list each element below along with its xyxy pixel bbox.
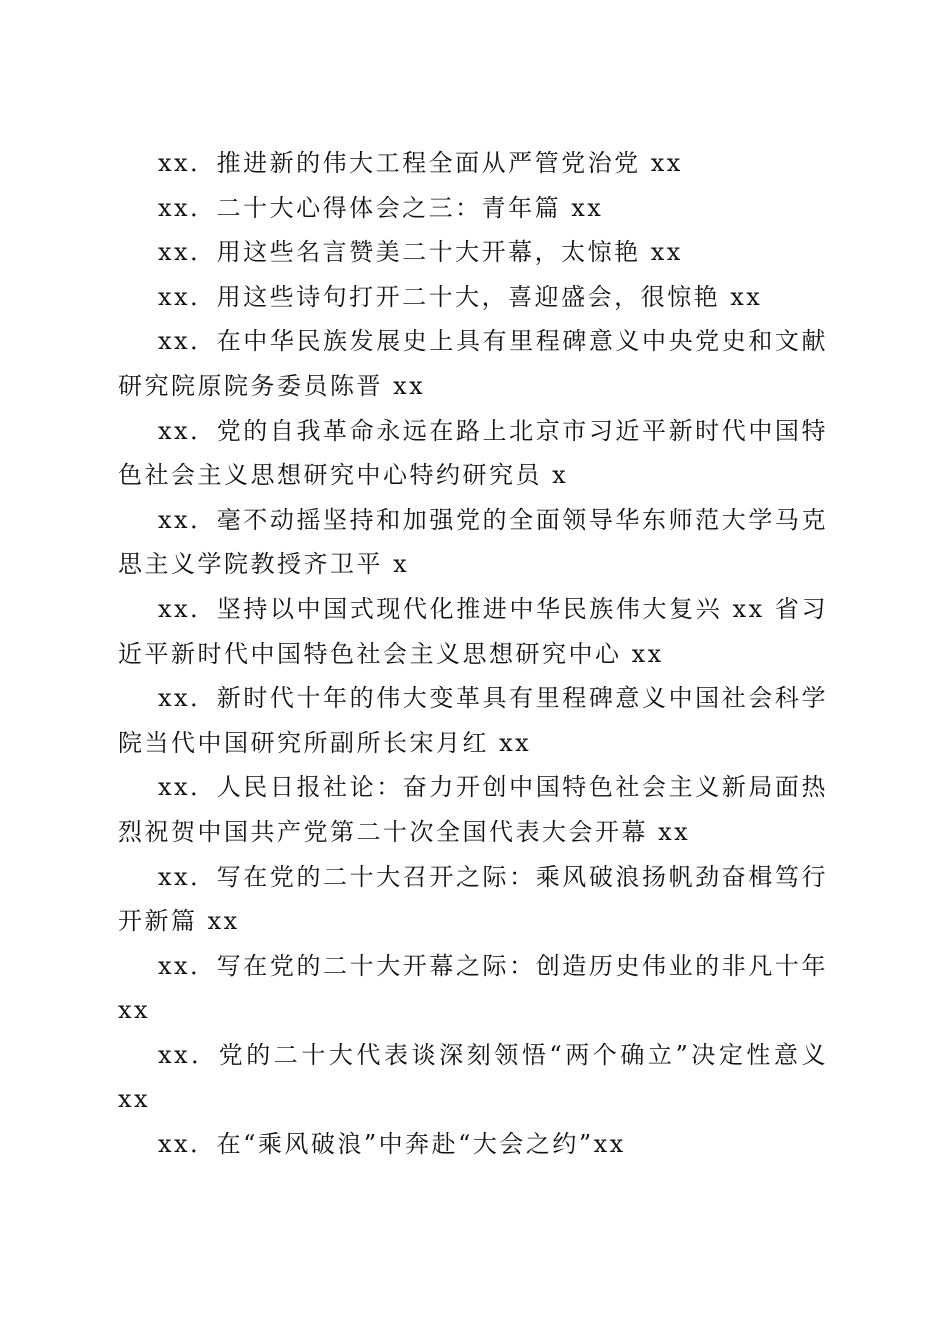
list-item: xx．二十大心得体会之三：青年篇 xx xyxy=(158,193,604,222)
list-item: xx．新时代十年的伟大变革具有里程碑意义中国社会科学院当代中国研究所副所长宋月红 xx xyxy=(118,684,828,757)
list-item: xx．坚持以中国式现代化推进中华民族伟大复兴 xx 省习近平新时代中国特色社会主义思想研究中心 xx xyxy=(118,594,828,668)
list-item: xx．写在党的二十大开幕之际：创造历史伟业的非凡十年 xx xyxy=(118,951,828,1025)
list-item: xx．党的二十大代表谈深刻领悟“两个确立”决定性意义 xx xyxy=(118,1040,828,1114)
list-item: xx．推进新的伟大工程全面从严管党治党 xx xyxy=(158,149,683,177)
entry-list xyxy=(118,141,828,1167)
list-item: xx．写在党的二十大召开之际：乘风破浪扬帆劲奋楫笃行开新篇 xx xyxy=(118,862,828,936)
list-item: xx．用这些诗句打开二十大，喜迎盛会，很惊艳 xx xyxy=(158,282,763,311)
list-item: xx．在中华民族发展史上具有里程碑意义中央党史和文献研究院原院务委员陈晋 xx xyxy=(118,327,828,400)
list-item: xx．党的自我革命永远在路上北京市习近平新时代中国特色社会主义思想研究中心特约研究员 x xyxy=(118,416,828,490)
list-item: xx．用这些名言赞美二十大开幕，太惊艳 xx xyxy=(158,238,683,267)
list-item: xx．人民日报社论：奋力开创中国特色社会主义新局面热烈祝贺中国共产党第二十次全国代表大会开幕 xx xyxy=(118,773,828,846)
list-item: xx．在“乘风破浪”中奔赴“大会之约”xx xyxy=(158,1130,626,1159)
list-item: xx．毫不动摇坚持和加强党的全面领导华东师范大学马克思主义学院教授齐卫平 x xyxy=(118,505,828,579)
